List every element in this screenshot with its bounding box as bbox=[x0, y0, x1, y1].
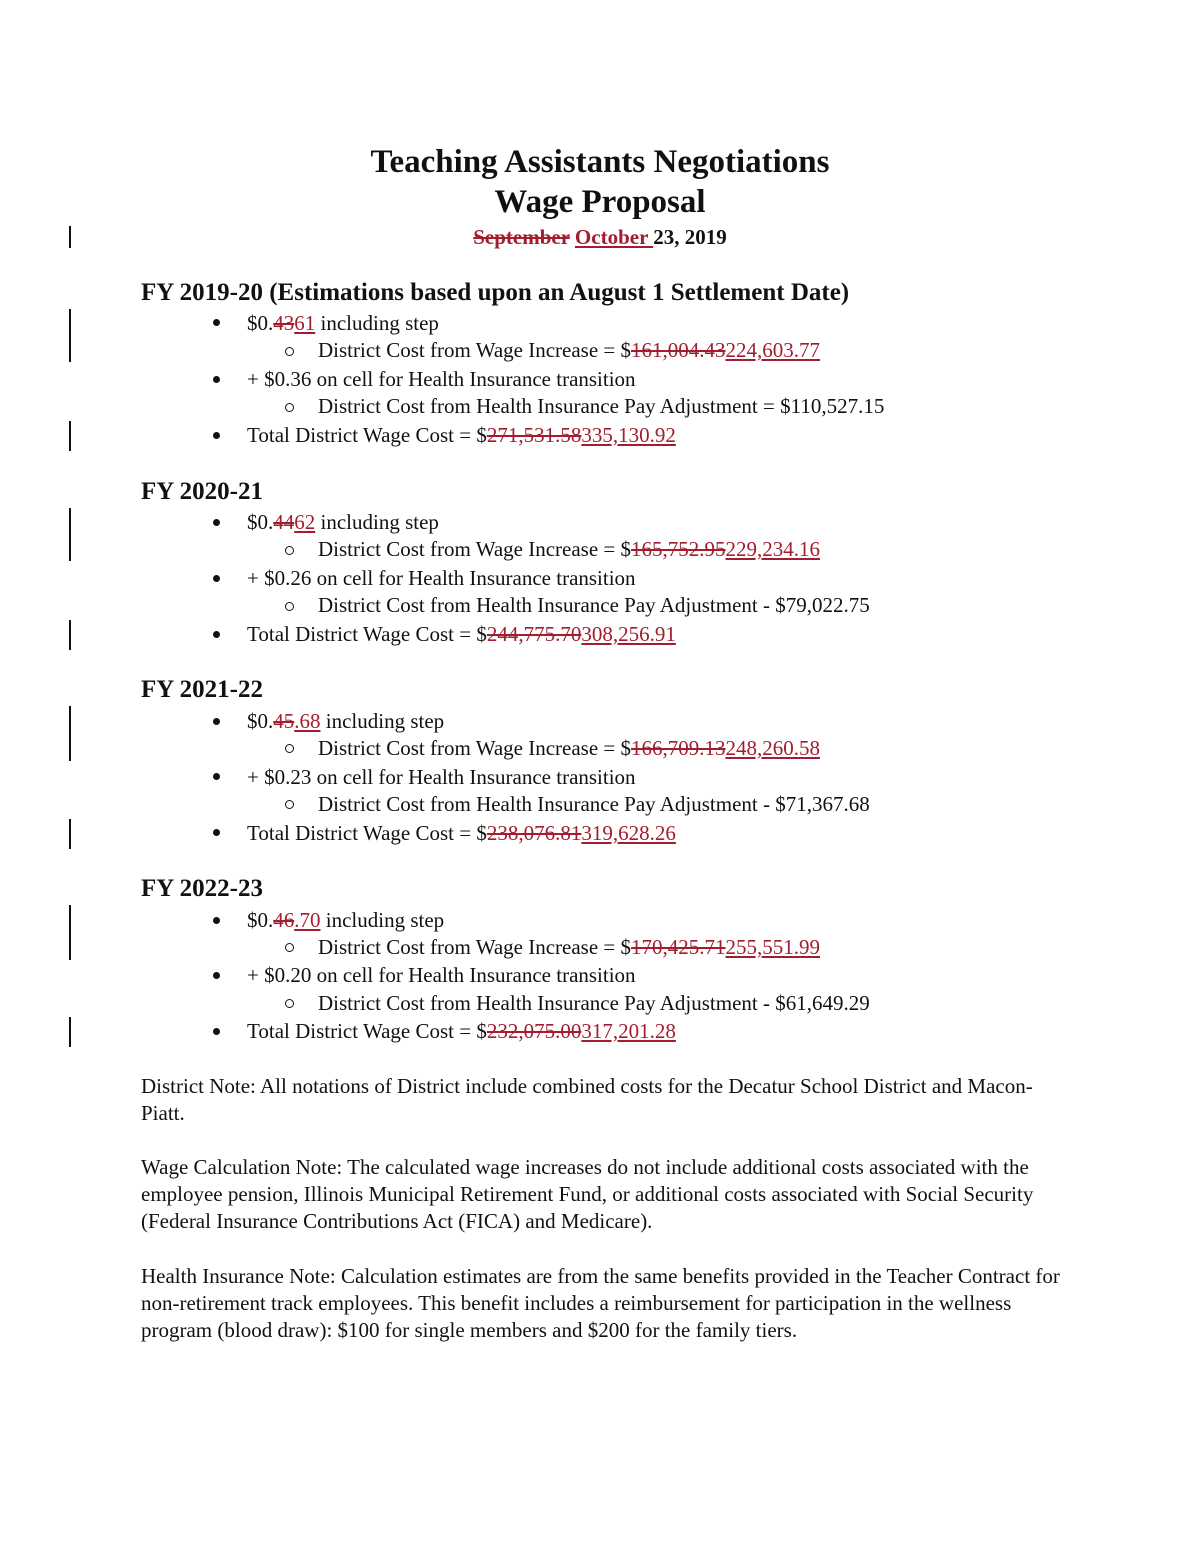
change-bar bbox=[69, 819, 71, 849]
wage-calculation-note: Wage Calculation Note: The calculated wage increases do not include additional costs associated with the employee pension, Illinois Municipal Retirement Fund, or additional costs associated with Social Security (Federal Insurance Contributions Act (FICA) and Medicare). bbox=[141, 1155, 1034, 1233]
change-bar bbox=[69, 421, 71, 451]
circle-bullet-icon bbox=[285, 546, 294, 555]
circle-bullet-icon bbox=[285, 403, 294, 412]
change-bar bbox=[69, 905, 71, 960]
wage-rate-item: $0.46.70 including step bbox=[247, 908, 445, 932]
section-heading: FY 2019-20 (Estimations based upon an August 1 Settlement Date) bbox=[141, 279, 850, 306]
district-note: District Note: All notations of District include combined costs for the Decatur School District and Macon-Piatt. bbox=[141, 1074, 1033, 1125]
health-insurance-note: Health Insurance Note: Calculation estimates are from the same benefits provided in the Teacher Contract for non-retirement track employees. This benefit includes a reimbursement for participation in the wellness program (blood draw): $100 for single members and $200 for the family tiers. bbox=[141, 1264, 1060, 1342]
bullet-icon bbox=[213, 376, 220, 383]
bullet-icon bbox=[213, 829, 220, 836]
health-adjustment-item: District Cost from Health Insurance Pay Adjustment - $79,022.75 bbox=[318, 593, 870, 617]
bullet-icon bbox=[213, 575, 220, 582]
bullet-icon bbox=[213, 917, 220, 924]
change-bar bbox=[69, 1017, 71, 1047]
circle-bullet-icon bbox=[285, 999, 294, 1008]
health-adjustment-item: District Cost from Health Insurance Pay Adjustment = $110,527.15 bbox=[318, 394, 885, 418]
health-transition-item: + $0.20 on cell for Health Insurance transition bbox=[247, 963, 636, 987]
wage-cost-item: District Cost from Wage Increase = $161,004.43224,603.77 bbox=[318, 338, 821, 362]
circle-bullet-icon bbox=[285, 347, 294, 356]
bullet-icon bbox=[213, 631, 220, 638]
health-transition-item: + $0.36 on cell for Health Insurance transition bbox=[247, 367, 636, 391]
date-inserted-text: October bbox=[574, 225, 649, 249]
section-heading: FY 2021-22 bbox=[141, 676, 263, 703]
document-title: Teaching Assistants Negotiations bbox=[370, 144, 830, 180]
change-bar bbox=[69, 309, 71, 362]
total-cost-item: Total District Wage Cost = $244,775.70308,256.91 bbox=[247, 622, 676, 646]
bullet-icon bbox=[213, 773, 220, 780]
circle-bullet-icon bbox=[285, 602, 294, 611]
health-transition-item: + $0.26 on cell for Health Insurance transition bbox=[247, 566, 636, 590]
health-adjustment-item: District Cost from Health Insurance Pay Adjustment - $61,649.29 bbox=[318, 991, 870, 1015]
wage-cost-item: District Cost from Wage Increase = $165,752.95229,234.16 bbox=[318, 537, 821, 561]
change-bar bbox=[69, 706, 71, 761]
bullet-icon bbox=[213, 1028, 220, 1035]
health-transition-item: + $0.23 on cell for Health Insurance transition bbox=[247, 765, 636, 789]
bullet-icon bbox=[213, 972, 220, 979]
wage-rate-item: $0.4361 including step bbox=[247, 311, 439, 335]
change-bar bbox=[69, 508, 71, 561]
bullet-icon bbox=[213, 432, 220, 439]
change-bar bbox=[69, 620, 71, 650]
bullet-icon bbox=[213, 319, 220, 326]
circle-bullet-icon bbox=[285, 943, 294, 952]
document-date bbox=[0, 224, 1200, 250]
wage-rate-item: $0.45.68 including step bbox=[247, 709, 445, 733]
change-bar bbox=[69, 226, 71, 248]
total-cost-item: Total District Wage Cost = $232,075.00317,201.28 bbox=[247, 1019, 676, 1043]
total-cost-item: Total District Wage Cost = $238,076.81319,628.26 bbox=[247, 821, 676, 845]
wage-cost-item: District Cost from Wage Increase = $166,709.13248,260.58 bbox=[318, 736, 821, 760]
circle-bullet-icon bbox=[285, 800, 294, 809]
wage-cost-item: District Cost from Wage Increase = $170,425.71255,551.99 bbox=[318, 935, 821, 959]
bullet-icon bbox=[213, 718, 220, 725]
circle-bullet-icon bbox=[285, 744, 294, 753]
health-adjustment-item: District Cost from Health Insurance Pay Adjustment - $71,367.68 bbox=[318, 792, 870, 816]
total-cost-item: Total District Wage Cost = $271,531.58335,130.92 bbox=[247, 423, 676, 447]
section-heading: FY 2020-21 bbox=[141, 478, 263, 505]
bullet-icon bbox=[213, 519, 220, 526]
date-deleted-text: September bbox=[473, 225, 570, 249]
date-rest-text: 23, 2019 bbox=[653, 225, 727, 249]
document-subtitle: Wage Proposal bbox=[494, 184, 706, 220]
section-heading: FY 2022-23 bbox=[141, 875, 263, 902]
wage-rate-item: $0.4462 including step bbox=[247, 510, 439, 534]
